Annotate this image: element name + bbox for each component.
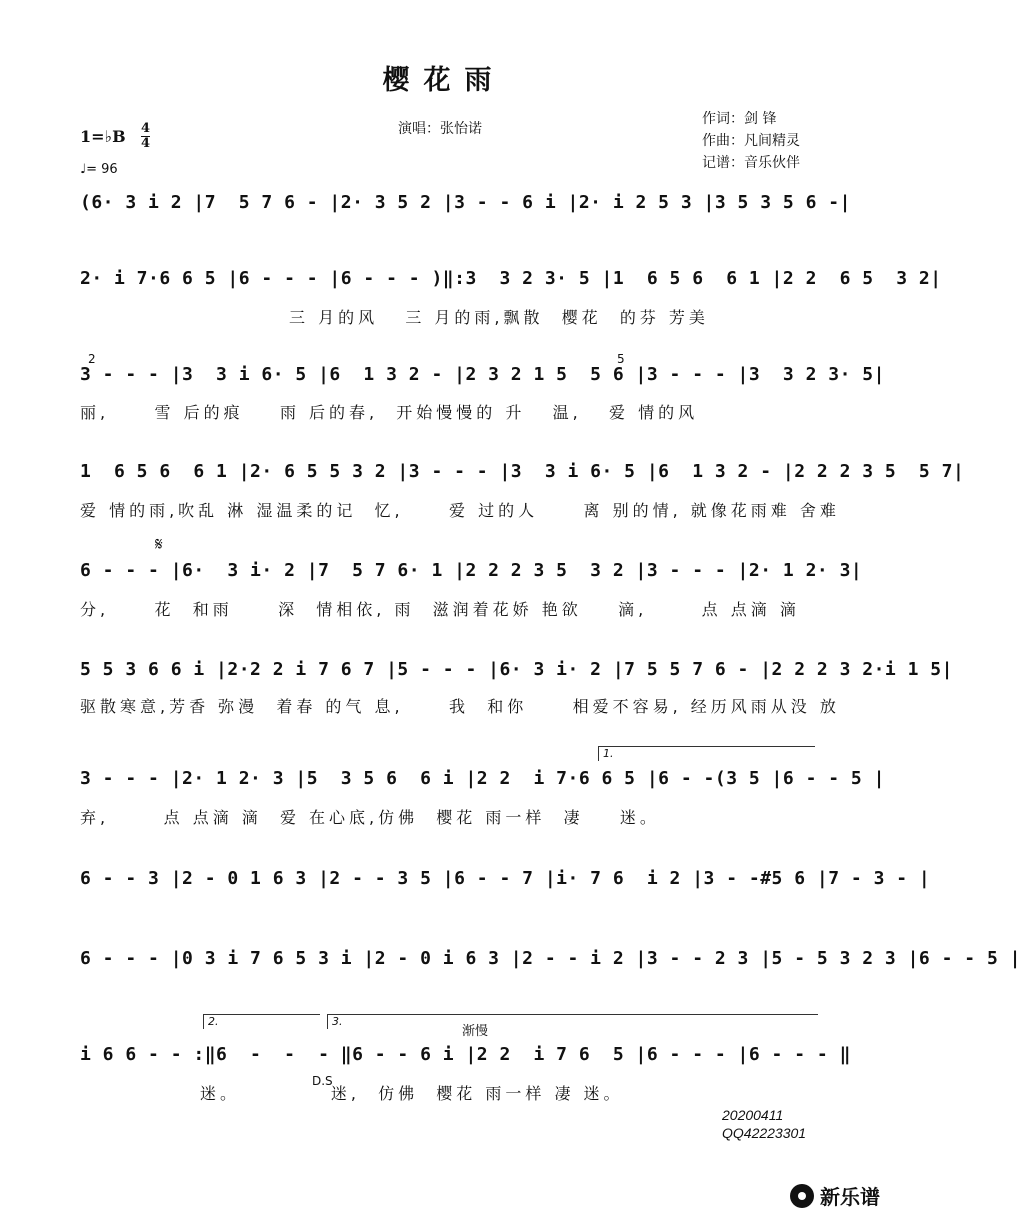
notation-line: i 6 6 - - :‖6 - - - ‖6 - - 6 i |2 2 i 7 6 5 |6 - - - |6 - - - ‖ — [80, 1044, 851, 1065]
segno-mark: 𝄋 — [155, 534, 163, 555]
transcriber-credit: 记谱：音乐伙伴 — [702, 155, 800, 171]
lyric-line-4: 爱 情的雨,吹乱 淋 湿温柔的记 忆, 爱 过的人 离 别的情, 就像花雨难 舍难 — [80, 501, 840, 520]
stamp-date: 20200411 — [722, 1107, 784, 1123]
song-title: 樱花雨 — [382, 65, 506, 96]
singer-credit: 演唱：张怡诺 — [398, 121, 482, 137]
grace-note-mark: 2 — [88, 352, 96, 366]
lyric-line-6: 驱散寒意,芳香 弥漫 着春 的气 息, 我 和你 相爱不容易, 经历风雨从没 放 — [80, 697, 840, 716]
lyric-line-7: 弃, 点 点滴 滴 爱 在心底,仿佛 樱花 雨一样 凄 迷。 — [80, 808, 660, 827]
score-row-7 — [80, 768, 885, 798]
score-row-6 — [80, 659, 953, 689]
notation-line: 3 - - - |3 3 i 6· 5 |6 1 3 2 - |2 3 2 1 5 5 6 |3 - - - |3 3 2 3· 5| — [80, 364, 885, 385]
notation-line: (6· 3 i 2 |7 5 7 6 - |2· 3 5 2 |3 - - 6 i |2· i 2 5 3 |3 5 3 5 6 -| — [80, 192, 851, 213]
volta-first-ending: 1. — [598, 746, 815, 761]
lyric-line-2: 三 月的风 三 月的雨,飘散 樱花 的芬 芳美 — [80, 308, 709, 327]
time-signature — [141, 122, 150, 151]
score-row-1 — [80, 192, 851, 222]
key-signature: 1=♭B — [80, 127, 126, 146]
transcription-stamp — [722, 1106, 806, 1142]
notation-line: 6 - - - |6· 3 i· 2 |7 5 7 6· 1 |2 2 2 3 5 3 2 |3 - - - |2· 1 2· 3| — [80, 560, 863, 581]
lyric-line-5: 分, 花 和雨 深 情相依, 雨 滋润着花娇 艳欲 滴, 点 点滴 滴 — [80, 600, 800, 619]
grace-note-mark: 5 — [617, 352, 625, 366]
score-row-9 — [80, 948, 1021, 978]
time-signature-bottom: 4 — [141, 136, 151, 151]
lyricist-credit: 作词：剑 锋 — [702, 111, 777, 127]
stamp-qq: QQ42223301 — [722, 1125, 807, 1141]
tempo-marking: ♩= 96 — [80, 162, 118, 177]
score-row-2 — [80, 268, 942, 298]
score-row-5 — [80, 560, 863, 590]
time-signature-top: 4 — [141, 121, 151, 136]
volta-second-ending: 2. — [203, 1014, 320, 1029]
notation-line: 6 - - - |0 3 i 7 6 5 3 i |2 - 0 i 6 3 |2 - - i 2 |3 - - 2 3 |5 - 5 3 2 3 |6 - - 5 | — [80, 948, 1021, 969]
score-row-10 — [80, 1044, 851, 1074]
notation-line: 6 - - 3 |2 - 0 1 6 3 |2 - - 3 5 |6 - - 7 |i· 7 6 i 2 |3 - -#5 6 |7 - 3 - | — [80, 868, 931, 889]
ritardando-mark: 渐慢 — [462, 1024, 489, 1039]
lyric-line-10: 迷。 迷, 仿佛 樱花 雨一样 凄 迷。 — [200, 1084, 624, 1103]
dal-segno-mark: D.S — [312, 1074, 333, 1088]
notation-line: 1 6 5 6 6 1 |2· 6 5 5 3 2 |3 - - - |3 3 i 6· 5 |6 1 3 2 - |2 2 2 3 5 5 7| — [80, 461, 965, 482]
notation-line: 5 5 3 6 6 i |2·2 2 i 7 6 7 |5 - - - |6· 3 i· 2 |7 5 5 7 6 - |2 2 2 3 2·i 1 5| — [80, 659, 953, 680]
site-logo[interactable] — [790, 1181, 880, 1210]
volta-third-ending: 3. — [327, 1014, 818, 1029]
score-row-3 — [80, 364, 885, 394]
notation-line: 2· i 7·6 6 5 |6 - - - |6 - - - )‖:3 3 2 3· 5 |1 6 5 6 6 1 |2 2 6 5 3 2| — [80, 268, 942, 289]
disc-icon — [790, 1184, 814, 1208]
score-row-4 — [80, 461, 965, 491]
score-row-8 — [80, 868, 931, 898]
composer-credits — [702, 108, 800, 174]
composer-credit: 作曲：凡间精灵 — [702, 133, 800, 149]
lyric-line-3: 丽, 雪 后的痕 雨 后的春, 开始慢慢的 升 温, 爱 情的风 — [80, 403, 699, 422]
notation-line: 3 - - - |2· 1 2· 3 |5 3 5 6 6 i |2 2 i 7·6 6 5 |6 - -(3 5 |6 - - 5 | — [80, 768, 885, 789]
logo-text: 新乐谱 — [820, 1185, 880, 1209]
